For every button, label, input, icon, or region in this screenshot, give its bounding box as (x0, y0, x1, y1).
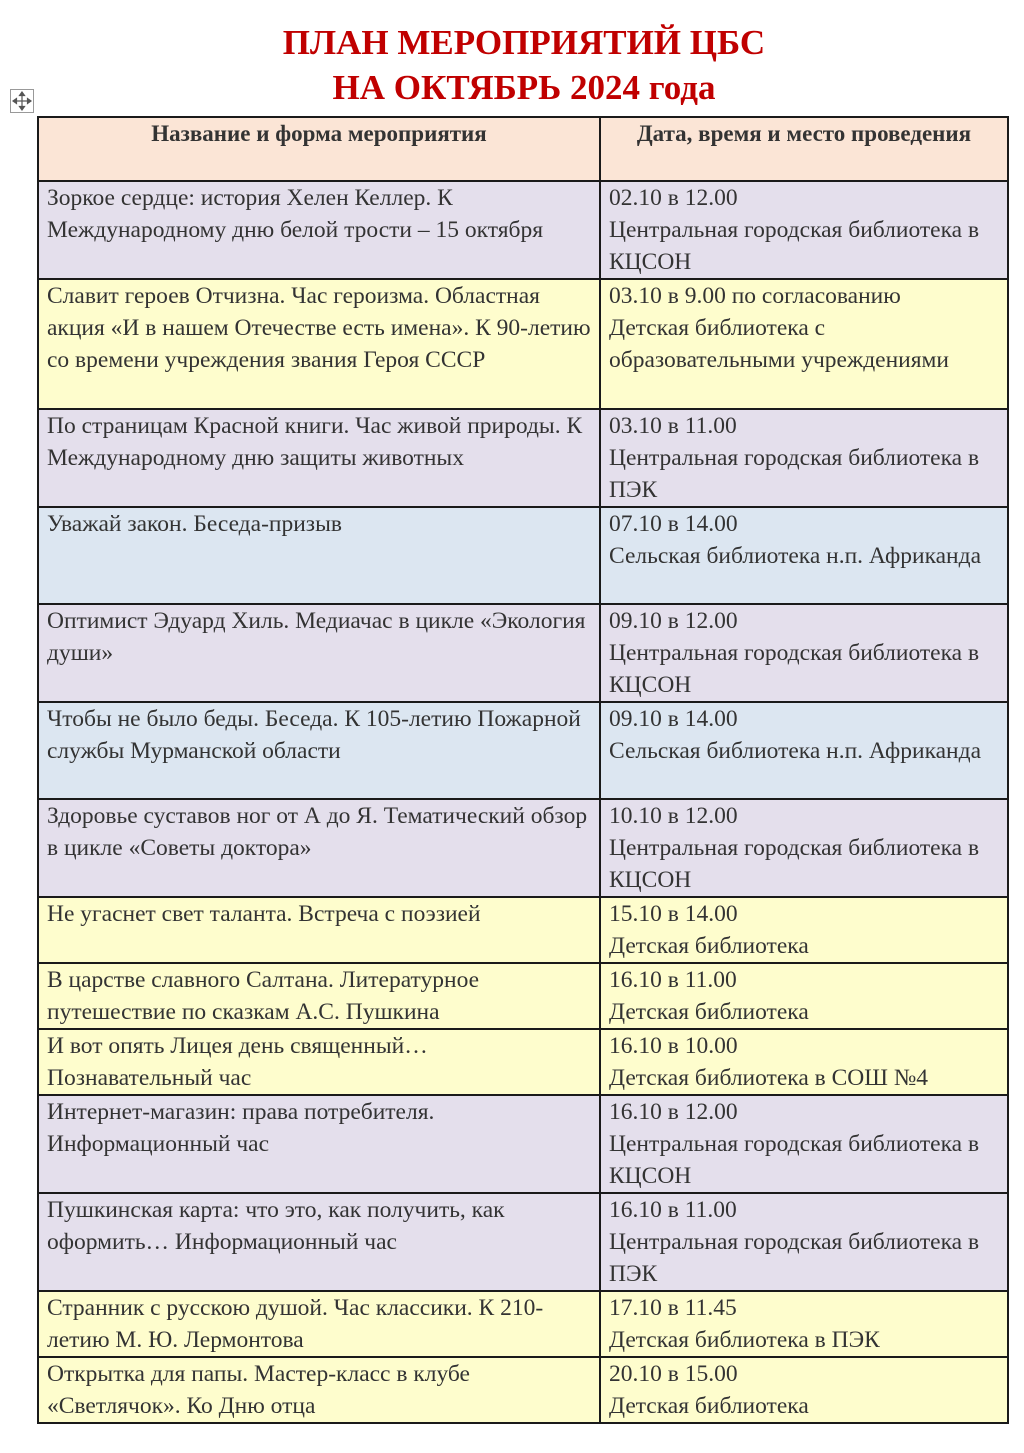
event-name-cell: Странник с русскою душой. Час классики. К 210-летию М. Ю. Лермонтова (38, 1291, 600, 1357)
event-name-cell: Чтобы не было беды. Беседа. К 105-летию Пожарной службы Мурманской области (38, 702, 600, 799)
table-row (38, 507, 1008, 604)
event-name-cell: Пушкинская карта: что это, как получить, как оформить… Информационный час (38, 1193, 600, 1291)
date-place-cell: 16.10 в 10.00 Детская библиотека в СОШ №4 (600, 1029, 1008, 1095)
event-name-cell: Интернет-магазин: права потребителя. Информационный час (38, 1095, 600, 1193)
title-line-2: НА ОКТЯБРЬ 2024 года (332, 68, 716, 107)
table-row (38, 1193, 1008, 1291)
header-date-place: Дата, время и место проведения (600, 117, 1008, 181)
page-title (0, 20, 1024, 110)
table-row (38, 604, 1008, 702)
table-row (38, 409, 1008, 507)
date-place-cell: 09.10 в 14.00 Сельская библиотека н.п. Африканда (600, 702, 1008, 799)
event-name-cell: И вот опять Лицея день священный… Познавательный час (38, 1029, 600, 1095)
table-header-row (38, 117, 1008, 181)
date-place-cell: 15.10 в 14.00 Детская библиотека (600, 897, 1008, 963)
table-row (38, 702, 1008, 799)
event-name-cell: По страницам Красной книги. Час живой природы. К Международному дню защиты животных (38, 409, 600, 507)
event-name-cell: Уважай закон. Беседа-призыв (38, 507, 600, 604)
event-name-cell: Здоровье суставов ног от А до Я. Тематический обзор в цикле «Советы доктора» (38, 799, 600, 897)
date-place-cell: 16.10 в 12.00 Центральная городская библиотека в КЦСОН (600, 1095, 1008, 1193)
event-name-cell: В царстве славного Салтана. Литературное путешествие по сказкам А.С. Пушкина (38, 963, 600, 1029)
date-place-cell: 17.10 в 11.45 Детская библиотека в ПЭК (600, 1291, 1008, 1357)
table-row (38, 279, 1008, 409)
table-row (38, 1029, 1008, 1095)
event-name-cell: Открытка для папы. Мастер-класс в клубе «Светлячок». Ко Дню отца (38, 1357, 600, 1423)
event-name-cell: Славит героев Отчизна. Час героизма. Областная акция «И в нашем Отечестве есть имена». К 90-летию со времени учреждения звания Героя СССР (38, 279, 600, 409)
table-row (38, 897, 1008, 963)
event-name-cell: Оптимист Эдуард Хиль. Медиачас в цикле «Экология души» (38, 604, 600, 702)
date-place-cell: 07.10 в 14.00 Сельская библиотека н.п. Африканда (600, 507, 1008, 604)
table-row (38, 1357, 1008, 1423)
date-place-cell: 20.10 в 15.00 Детская библиотека (600, 1357, 1008, 1423)
event-name-cell: Зоркое сердце: история Хелен Келлер. К Международному дню белой трости – 15 октября (38, 181, 600, 279)
date-place-cell: 03.10 в 9.00 по согласованию Детская библиотека с образовательными учреждениями (600, 279, 1008, 409)
date-place-cell: 16.10 в 11.00 Центральная городская библиотека в ПЭК (600, 1193, 1008, 1291)
events-table (37, 116, 1009, 1424)
event-name-cell: Не угаснет свет таланта. Встреча с поэзией (38, 897, 600, 963)
table-row (38, 963, 1008, 1029)
table-row (38, 1291, 1008, 1357)
date-place-cell: 02.10 в 12.00 Центральная городская библиотека в КЦСОН (600, 181, 1008, 279)
date-place-cell: 16.10 в 11.00 Детская библиотека (600, 963, 1008, 1029)
header-event-name: Название и форма мероприятия (38, 117, 600, 181)
table-row (38, 1095, 1008, 1193)
title-line-1: ПЛАН МЕРОПРИЯТИЙ ЦБС (282, 23, 766, 62)
table-row (38, 799, 1008, 897)
date-place-cell: 09.10 в 12.00 Центральная городская библиотека в КЦСОН (600, 604, 1008, 702)
table-row (38, 181, 1008, 279)
date-place-cell: 03.10 в 11.00 Центральная городская библиотека в ПЭК (600, 409, 1008, 507)
move-handle-icon[interactable] (10, 89, 34, 113)
date-place-cell: 10.10 в 12.00 Центральная городская библиотека в КЦСОН (600, 799, 1008, 897)
